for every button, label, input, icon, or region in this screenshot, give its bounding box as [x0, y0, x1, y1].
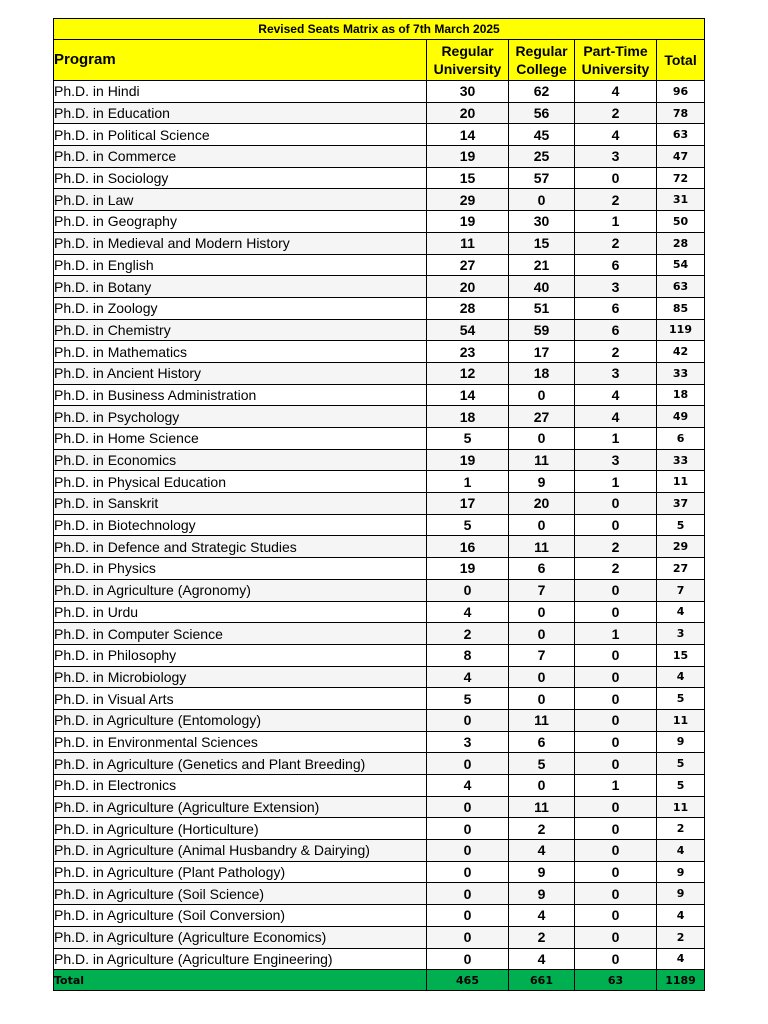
part-time-university-cell: 0	[575, 688, 657, 710]
total-cell: 47	[657, 146, 705, 168]
header-regular-college-line1: Regular	[515, 43, 568, 59]
total-cell: 3	[657, 623, 705, 645]
total-cell: 27	[657, 558, 705, 580]
regular-university-cell: 15	[427, 167, 509, 189]
program-cell: Ph.D. in Agriculture (Genetics and Plant Breeding)	[54, 753, 427, 775]
regular-college-cell: 40	[509, 276, 575, 298]
total-cell: 119	[657, 319, 705, 341]
regular-university-cell: 12	[427, 362, 509, 384]
table-row	[54, 623, 705, 645]
program-cell: Ph.D. in Education	[54, 102, 427, 124]
table-row	[54, 644, 705, 666]
regular-university-cell: 18	[427, 406, 509, 428]
table-row	[54, 666, 705, 688]
regular-university-cell: 4	[427, 601, 509, 623]
program-cell: Ph.D. in Economics	[54, 449, 427, 471]
total-cell: 2	[657, 926, 705, 948]
table-row	[54, 362, 705, 384]
table-row	[54, 709, 705, 731]
program-cell: Ph.D. in Visual Arts	[54, 688, 427, 710]
program-cell: Ph.D. in Business Administration	[54, 384, 427, 406]
header-regular-college	[509, 40, 575, 81]
regular-college-cell: 4	[509, 948, 575, 970]
program-cell: Ph.D. in Agriculture (Agronomy)	[54, 579, 427, 601]
regular-university-cell: 0	[427, 579, 509, 601]
program-cell: Ph.D. in Agriculture (Agriculture Engineering)	[54, 948, 427, 970]
regular-college-cell: 11	[509, 709, 575, 731]
table-row	[54, 449, 705, 471]
part-time-university-cell: 0	[575, 514, 657, 536]
regular-university-cell: 4	[427, 775, 509, 797]
part-time-university-cell: 6	[575, 297, 657, 319]
regular-college-cell: 56	[509, 102, 575, 124]
regular-college-cell: 11	[509, 536, 575, 558]
table-row	[54, 753, 705, 775]
part-time-university-cell: 2	[575, 189, 657, 211]
table-row	[54, 276, 705, 298]
header-regular-university-line2: University	[433, 61, 502, 77]
program-cell: Ph.D. in Chemistry	[54, 319, 427, 341]
total-cell: 78	[657, 102, 705, 124]
regular-college-cell: 51	[509, 297, 575, 319]
part-time-university-cell: 0	[575, 666, 657, 688]
regular-college-cell: 21	[509, 254, 575, 276]
total-cell: 31	[657, 189, 705, 211]
total-cell: 4	[657, 601, 705, 623]
total-cell: 7	[657, 579, 705, 601]
program-cell: Ph.D. in Defence and Strategic Studies	[54, 536, 427, 558]
totals-regular-college: 661	[509, 970, 575, 991]
part-time-university-cell: 1	[575, 775, 657, 797]
regular-university-cell: 0	[427, 818, 509, 840]
header-regular-university	[427, 40, 509, 81]
regular-university-cell: 2	[427, 623, 509, 645]
program-cell: Ph.D. in Mathematics	[54, 341, 427, 363]
total-cell: 9	[657, 883, 705, 905]
part-time-university-cell: 4	[575, 384, 657, 406]
regular-university-cell: 20	[427, 276, 509, 298]
total-cell: 63	[657, 124, 705, 146]
regular-college-cell: 15	[509, 232, 575, 254]
part-time-university-cell: 0	[575, 883, 657, 905]
total-cell: 49	[657, 406, 705, 428]
regular-college-cell: 11	[509, 449, 575, 471]
header-program: Program	[54, 40, 427, 81]
totals-regular-university: 465	[427, 970, 509, 991]
regular-university-cell: 19	[427, 558, 509, 580]
total-cell: 4	[657, 905, 705, 927]
program-cell: Ph.D. in Physics	[54, 558, 427, 580]
table-row	[54, 189, 705, 211]
total-cell: 4	[657, 948, 705, 970]
table-row	[54, 211, 705, 233]
regular-college-cell: 0	[509, 623, 575, 645]
program-cell: Ph.D. in Agriculture (Entomology)	[54, 709, 427, 731]
table-row	[54, 601, 705, 623]
part-time-university-cell: 1	[575, 428, 657, 450]
regular-college-cell: 62	[509, 81, 575, 103]
program-cell: Ph.D. in Biotechnology	[54, 514, 427, 536]
total-cell: 28	[657, 232, 705, 254]
program-cell: Ph.D. in Agriculture (Agriculture Extension)	[54, 796, 427, 818]
regular-university-cell: 3	[427, 731, 509, 753]
program-cell: Ph.D. in Agriculture (Animal Husbandry & Dairying)	[54, 840, 427, 862]
regular-college-cell: 5	[509, 753, 575, 775]
total-cell: 5	[657, 753, 705, 775]
regular-university-cell: 0	[427, 709, 509, 731]
seats-matrix-table	[53, 18, 705, 991]
regular-college-cell: 6	[509, 558, 575, 580]
regular-university-cell: 30	[427, 81, 509, 103]
totals-part-time: 63	[575, 970, 657, 991]
regular-college-cell: 0	[509, 514, 575, 536]
program-cell: Ph.D. in English	[54, 254, 427, 276]
regular-college-cell: 7	[509, 579, 575, 601]
table-row	[54, 102, 705, 124]
table-row	[54, 688, 705, 710]
total-cell: 5	[657, 514, 705, 536]
regular-college-cell: 6	[509, 731, 575, 753]
total-cell: 2	[657, 818, 705, 840]
part-time-university-cell: 0	[575, 493, 657, 515]
program-cell: Ph.D. in Sociology	[54, 167, 427, 189]
regular-college-cell: 17	[509, 341, 575, 363]
total-cell: 96	[657, 81, 705, 103]
table-row	[54, 167, 705, 189]
regular-university-cell: 5	[427, 514, 509, 536]
regular-university-cell: 8	[427, 644, 509, 666]
program-cell: Ph.D. in Agriculture (Soil Conversion)	[54, 905, 427, 927]
program-cell: Ph.D. in Botany	[54, 276, 427, 298]
part-time-university-cell: 1	[575, 211, 657, 233]
regular-university-cell: 0	[427, 753, 509, 775]
part-time-university-cell: 0	[575, 167, 657, 189]
total-cell: 33	[657, 362, 705, 384]
part-time-university-cell: 1	[575, 471, 657, 493]
part-time-university-cell: 0	[575, 796, 657, 818]
regular-college-cell: 0	[509, 775, 575, 797]
program-cell: Ph.D. in Philosophy	[54, 644, 427, 666]
total-cell: 4	[657, 840, 705, 862]
table-row	[54, 579, 705, 601]
total-cell: 63	[657, 276, 705, 298]
regular-university-cell: 1	[427, 471, 509, 493]
table-row	[54, 384, 705, 406]
part-time-university-cell: 0	[575, 840, 657, 862]
part-time-university-cell: 2	[575, 102, 657, 124]
regular-college-cell: 27	[509, 406, 575, 428]
table-row	[54, 536, 705, 558]
program-cell: Ph.D. in Sanskrit	[54, 493, 427, 515]
program-cell: Ph.D. in Electronics	[54, 775, 427, 797]
table-row	[54, 926, 705, 948]
part-time-university-cell: 3	[575, 449, 657, 471]
regular-university-cell: 0	[427, 861, 509, 883]
table-row	[54, 796, 705, 818]
regular-college-cell: 0	[509, 384, 575, 406]
total-cell: 50	[657, 211, 705, 233]
part-time-university-cell: 0	[575, 861, 657, 883]
program-cell: Ph.D. in Psychology	[54, 406, 427, 428]
regular-university-cell: 5	[427, 428, 509, 450]
part-time-university-cell: 0	[575, 753, 657, 775]
total-cell: 11	[657, 709, 705, 731]
regular-college-cell: 30	[509, 211, 575, 233]
part-time-university-cell: 4	[575, 124, 657, 146]
regular-university-cell: 0	[427, 796, 509, 818]
regular-college-cell: 4	[509, 840, 575, 862]
regular-university-cell: 4	[427, 666, 509, 688]
part-time-university-cell: 2	[575, 558, 657, 580]
program-cell: Ph.D. in Microbiology	[54, 666, 427, 688]
program-cell: Ph.D. in Environmental Sciences	[54, 731, 427, 753]
part-time-university-cell: 0	[575, 818, 657, 840]
program-cell: Ph.D. in Computer Science	[54, 623, 427, 645]
part-time-university-cell: 0	[575, 601, 657, 623]
part-time-university-cell: 2	[575, 536, 657, 558]
total-cell: 9	[657, 861, 705, 883]
part-time-university-cell: 6	[575, 319, 657, 341]
part-time-university-cell: 0	[575, 709, 657, 731]
total-cell: 5	[657, 688, 705, 710]
regular-college-cell: 2	[509, 818, 575, 840]
header-regular-college-line2: College	[516, 61, 567, 77]
part-time-university-cell: 0	[575, 948, 657, 970]
table-row	[54, 948, 705, 970]
total-cell: 11	[657, 471, 705, 493]
header-part-time-line1: Part-Time	[583, 43, 648, 59]
table-row	[54, 493, 705, 515]
regular-college-cell: 9	[509, 883, 575, 905]
totals-grand-total: 1189	[657, 970, 705, 991]
table-row	[54, 124, 705, 146]
regular-college-cell: 9	[509, 861, 575, 883]
regular-university-cell: 20	[427, 102, 509, 124]
regular-university-cell: 17	[427, 493, 509, 515]
header-part-time-university	[575, 40, 657, 81]
program-cell: Ph.D. in Hindi	[54, 81, 427, 103]
regular-university-cell: 0	[427, 905, 509, 927]
total-cell: 33	[657, 449, 705, 471]
total-cell: 42	[657, 341, 705, 363]
part-time-university-cell: 0	[575, 579, 657, 601]
table-row	[54, 471, 705, 493]
regular-college-cell: 9	[509, 471, 575, 493]
part-time-university-cell: 0	[575, 905, 657, 927]
totals-label: Total	[54, 970, 427, 991]
header-regular-university-line1: Regular	[441, 43, 494, 59]
regular-university-cell: 0	[427, 926, 509, 948]
regular-college-cell: 2	[509, 926, 575, 948]
table-row	[54, 840, 705, 862]
total-cell: 72	[657, 167, 705, 189]
program-cell: Ph.D. in Geography	[54, 211, 427, 233]
regular-college-cell: 0	[509, 688, 575, 710]
table-row	[54, 146, 705, 168]
regular-university-cell: 23	[427, 341, 509, 363]
part-time-university-cell: 4	[575, 406, 657, 428]
program-cell: Ph.D. in Agriculture (Horticulture)	[54, 818, 427, 840]
program-cell: Ph.D. in Home Science	[54, 428, 427, 450]
program-cell: Ph.D. in Ancient History	[54, 362, 427, 384]
total-cell: 18	[657, 384, 705, 406]
program-cell: Ph.D. in Zoology	[54, 297, 427, 319]
regular-college-cell: 4	[509, 905, 575, 927]
regular-university-cell: 19	[427, 211, 509, 233]
regular-university-cell: 16	[427, 536, 509, 558]
total-cell: 37	[657, 493, 705, 515]
table-row	[54, 428, 705, 450]
regular-university-cell: 27	[427, 254, 509, 276]
regular-college-cell: 0	[509, 189, 575, 211]
total-cell: 11	[657, 796, 705, 818]
regular-college-cell: 0	[509, 428, 575, 450]
program-cell: Ph.D. in Agriculture (Plant Pathology)	[54, 861, 427, 883]
regular-university-cell: 19	[427, 146, 509, 168]
regular-college-cell: 7	[509, 644, 575, 666]
regular-university-cell: 14	[427, 384, 509, 406]
table-row	[54, 297, 705, 319]
header-row	[54, 40, 705, 81]
table-row	[54, 861, 705, 883]
part-time-university-cell: 0	[575, 644, 657, 666]
table-row	[54, 514, 705, 536]
regular-college-cell: 45	[509, 124, 575, 146]
total-cell: 5	[657, 775, 705, 797]
total-cell: 4	[657, 666, 705, 688]
program-cell: Ph.D. in Political Science	[54, 124, 427, 146]
table-row	[54, 558, 705, 580]
regular-university-cell: 29	[427, 189, 509, 211]
regular-college-cell: 11	[509, 796, 575, 818]
total-cell: 6	[657, 428, 705, 450]
regular-university-cell: 11	[427, 232, 509, 254]
part-time-university-cell: 3	[575, 276, 657, 298]
table-row	[54, 818, 705, 840]
regular-university-cell: 14	[427, 124, 509, 146]
program-cell: Ph.D. in Physical Education	[54, 471, 427, 493]
program-cell: Ph.D. in Law	[54, 189, 427, 211]
total-cell: 9	[657, 731, 705, 753]
title-row	[54, 19, 705, 40]
program-cell: Ph.D. in Medieval and Modern History	[54, 232, 427, 254]
program-cell: Ph.D. in Commerce	[54, 146, 427, 168]
table-body	[54, 81, 705, 970]
regular-university-cell: 5	[427, 688, 509, 710]
table-row	[54, 254, 705, 276]
total-cell: 85	[657, 297, 705, 319]
regular-college-cell: 0	[509, 601, 575, 623]
regular-college-cell: 59	[509, 319, 575, 341]
regular-college-cell: 25	[509, 146, 575, 168]
table-row	[54, 81, 705, 103]
table-row	[54, 341, 705, 363]
regular-college-cell: 20	[509, 493, 575, 515]
table-row	[54, 775, 705, 797]
total-cell: 54	[657, 254, 705, 276]
part-time-university-cell: 2	[575, 341, 657, 363]
table-title: Revised Seats Matrix as of 7th March 2025	[54, 19, 705, 40]
total-cell: 15	[657, 644, 705, 666]
header-total: Total	[657, 40, 705, 81]
part-time-university-cell: 0	[575, 926, 657, 948]
regular-university-cell: 19	[427, 449, 509, 471]
regular-college-cell: 18	[509, 362, 575, 384]
part-time-university-cell: 4	[575, 81, 657, 103]
table-row	[54, 232, 705, 254]
table-row	[54, 406, 705, 428]
regular-university-cell: 28	[427, 297, 509, 319]
regular-college-cell: 0	[509, 666, 575, 688]
part-time-university-cell: 6	[575, 254, 657, 276]
program-cell: Ph.D. in Agriculture (Agriculture Economics)	[54, 926, 427, 948]
regular-university-cell: 0	[427, 840, 509, 862]
table-row	[54, 883, 705, 905]
header-part-time-line2: University	[581, 61, 650, 77]
regular-college-cell: 57	[509, 167, 575, 189]
part-time-university-cell: 2	[575, 232, 657, 254]
total-cell: 29	[657, 536, 705, 558]
totals-row	[54, 970, 705, 991]
program-cell: Ph.D. in Urdu	[54, 601, 427, 623]
table-row	[54, 731, 705, 753]
table-row	[54, 319, 705, 341]
part-time-university-cell: 3	[575, 146, 657, 168]
regular-university-cell: 0	[427, 883, 509, 905]
part-time-university-cell: 1	[575, 623, 657, 645]
program-cell: Ph.D. in Agriculture (Soil Science)	[54, 883, 427, 905]
table-row	[54, 905, 705, 927]
part-time-university-cell: 0	[575, 731, 657, 753]
regular-university-cell: 54	[427, 319, 509, 341]
regular-university-cell: 0	[427, 948, 509, 970]
part-time-university-cell: 3	[575, 362, 657, 384]
